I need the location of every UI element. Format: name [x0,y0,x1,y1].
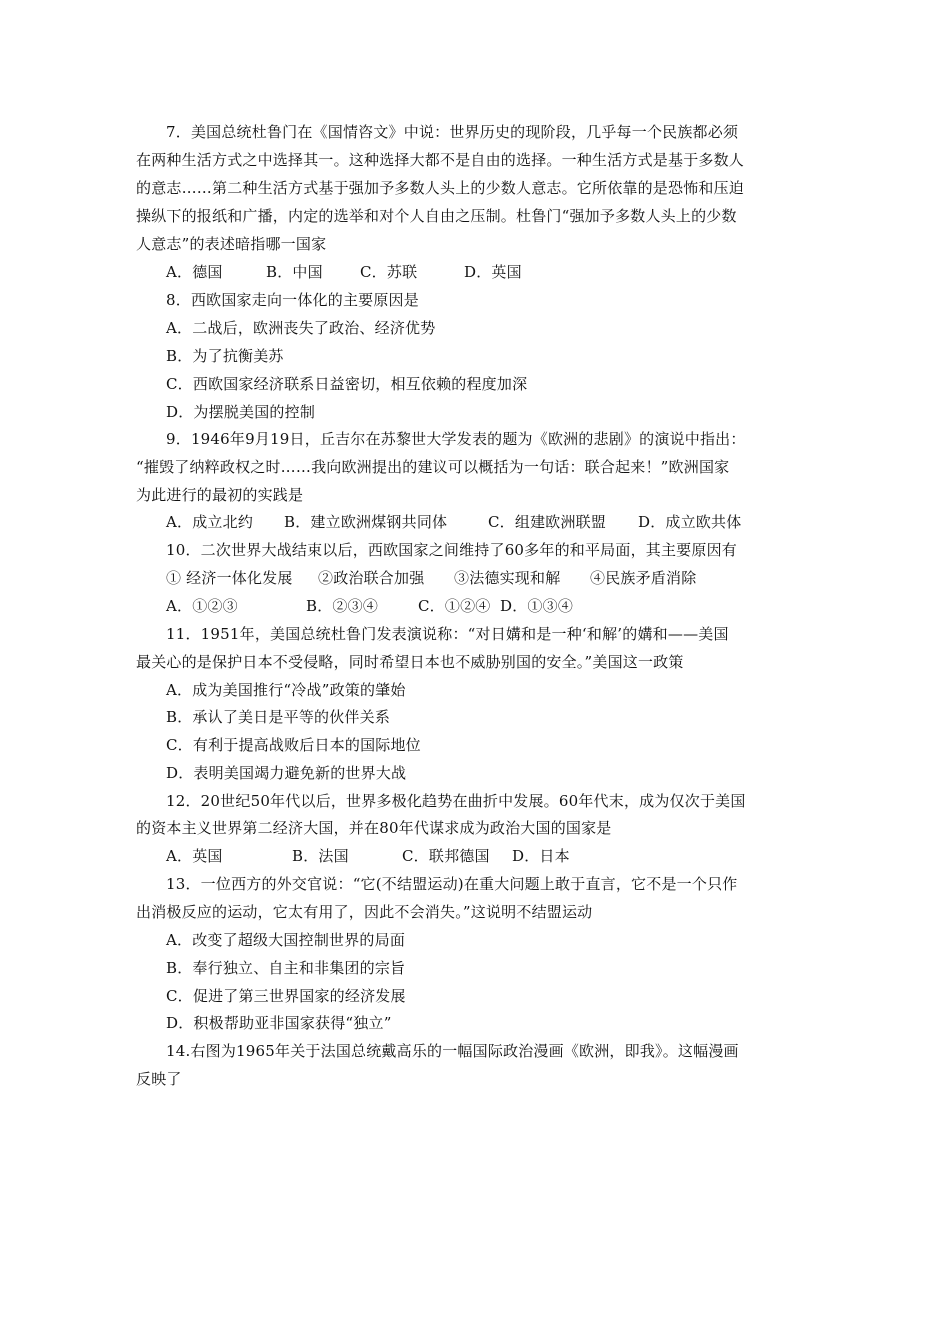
q9-stem-line-2: “摧毁了纳粹政权之时……我向欧洲提出的建议可以概括为一句话：联合起来！”欧洲国家 [136,458,730,476]
q7-stem-line-2: 在两种生活方式之中选择其一。这种选择大都不是自由的选择。一种生活方式是基于多数人 [136,151,745,169]
q13-stem-line-2: 出消极反应的运动，它太有用了，因此不会消失。”这说明不结盟运动 [136,903,593,921]
q13-stem-line-1: 13．一位西方的外交官说：“它(不结盟运动)在重大问题上敢于直言，它不是一个只作 [166,875,738,893]
q13-option-b: B．奉行独立、自主和非集团的宗旨 [166,959,406,977]
q9-stem-line-1: 9．1946年9月19日，丘吉尔在苏黎世大学发表的题为《欧洲的悲剧》的演说中指出： [166,430,746,448]
q12-option-d: D．日本 [512,847,570,865]
q14-stem-line-2: 反映了 [136,1070,182,1088]
q12-option-b: B．法国 [292,847,349,865]
q7-option-d: D．英国 [464,263,522,281]
q12-option-a: A．英国 [166,847,223,865]
q10-stem-line-1: 10．二次世界大战结束以后，西欧国家之间维持了60多年的和平局面，其主要原因有 [166,541,737,559]
q8-option-a: A．二战后，欧洲丧失了政治、经济优势 [166,319,436,337]
q7-option-b: B．中国 [266,263,323,281]
q12-stem-line-2: 的资本主义世界第二经济大国，并在80年代谋求成为政治大国的国家是 [136,819,612,837]
q9-option-a: A．成立北约 [166,513,254,531]
q10-sub-item-3: ③法德实现和解 [454,569,561,587]
q14-stem-line-1: 14.右图为1965年关于法国总统戴高乐的一幅国际政治漫画《欧洲，即我》。这幅漫画 [166,1042,739,1060]
q9-option-d: D．成立欧共体 [638,513,742,531]
q10-sub-item-2: ②政治联合加强 [318,569,425,587]
q12-option-c: C．联邦德国 [402,847,490,865]
q7-stem-line-5: 人意志”的表述暗指哪一国家 [136,235,327,253]
q7-option-c: C．苏联 [360,263,418,281]
q11-option-d: D．表明美国竭力避免新的世界大战 [166,764,407,782]
q9-option-c: C．组建欧洲联盟 [488,513,607,531]
q8-option-b: B．为了抗衡美苏 [166,347,284,365]
q11-stem-line-1: 11．1951年，美国总统杜鲁门发表演说称：“对日媾和是一种‘和解’的媾和——美国 [166,625,729,643]
q7-stem-line-4: 操纵下的报纸和广播，内定的选举和对个人自由之压制。杜鲁门“强加予多数人头上的少数 [136,207,737,225]
q10-sub-item-4: ④民族矛盾消除 [590,569,697,587]
q13-option-a: A．改变了超级大国控制世界的局面 [166,931,406,949]
q12-stem-line-1: 12．20世纪50年代以后，世界多极化趋势在曲折中发展。60年代末，成为仅次于美国 [166,792,746,810]
q10-option-b: B．②③④ [306,597,379,615]
q7-stem-line-1: 7．美国总统杜鲁门在《国情咨文》中说：世界历史的现阶段，几乎每一个民族都必须 [166,123,739,141]
q10-option-d: D．①③④ [500,597,574,615]
q13-option-d: D．积极帮助亚非国家获得“独立” [166,1014,392,1032]
q7-stem-line-3: 的意志……第二种生活方式基于强加予多数人头上的少数人意志。它所依靠的是恐怖和压迫 [136,179,745,197]
q9-stem-line-3: 为此进行的最初的实践是 [136,486,304,504]
q10-option-a: A．①②③ [166,597,238,615]
q7-option-a: A．德国 [166,263,223,281]
q8-option-d: D．为摆脱美国的控制 [166,403,316,421]
q8-stem-line-1: 8．西欧国家走向一体化的主要原因是 [166,291,419,309]
q13-option-c: C．促进了第三世界国家的经济发展 [166,987,406,1005]
q11-option-c: C．有利于提高战败后日本的国际地位 [166,736,421,754]
q11-option-a: A．成为美国推行“冷战”政策的肇始 [166,681,406,699]
q12-options [166,846,856,866]
q11-option-b: B．承认了美日是平等的伙伴关系 [166,708,391,726]
q9-options [166,512,856,532]
q9-option-b: B．建立欧洲煤钢共同体 [284,513,448,531]
q10-sub-items [166,568,856,588]
q7-options [166,262,856,282]
q11-stem-line-2: 最关心的是保护日本不受侵略，同时希望日本也不威胁别国的安全。”美国这一政策 [136,653,684,671]
q10-sub-item-1: ① 经济一体化发展 [166,569,293,587]
q8-option-c: C．西欧国家经济联系日益密切，相互依赖的程度加深 [166,375,528,393]
q10-option-c: C．①②④ [418,597,491,615]
q10-options [166,596,856,616]
